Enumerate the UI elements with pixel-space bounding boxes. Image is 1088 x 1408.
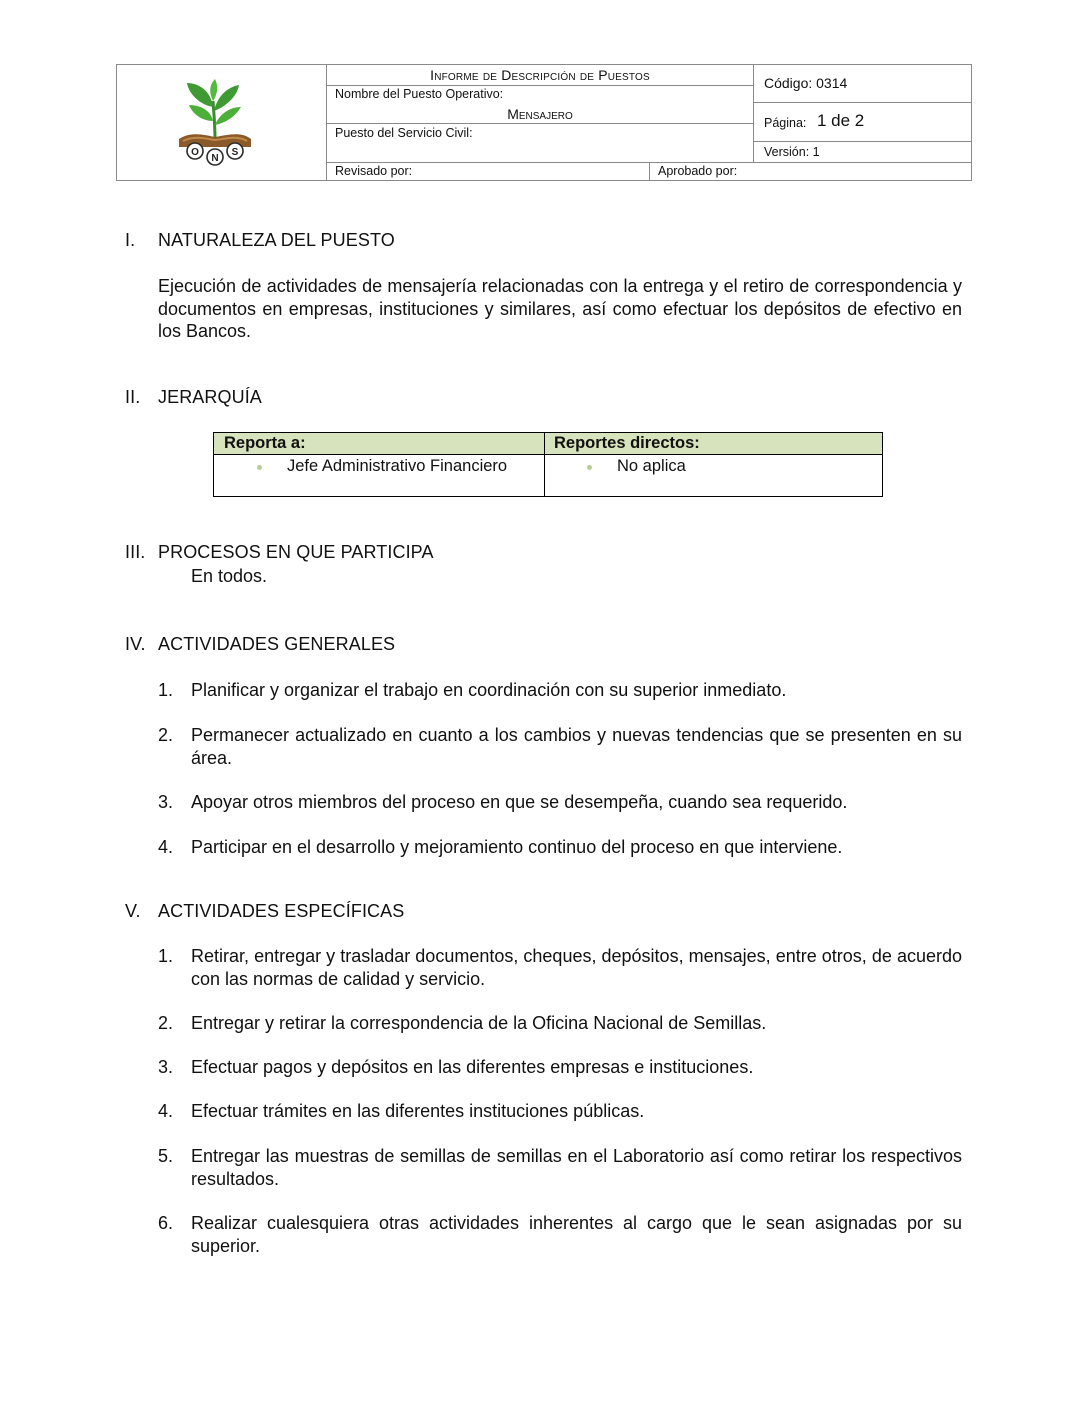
logo-cell: [116, 64, 327, 181]
section-2-title: JERARQUÍA: [158, 387, 262, 407]
item-text: Apoyar otros miembros del proceso en que se desempeña, cuando sea requerido.: [191, 792, 848, 812]
section-2-number: II.: [125, 387, 141, 407]
item-number: 4.: [158, 837, 174, 857]
item-number: 1.: [158, 680, 174, 700]
position-name-cell: [326, 85, 754, 124]
item-number: 1.: [158, 946, 174, 966]
civil-service-label: Puesto del Servicio Civil:: [335, 126, 473, 140]
item-text: Entregar las muestras de semillas de semillas en el Laboratorio así como retirar los respectivos resultados.: [191, 1146, 962, 1189]
hierarchy-table: [213, 432, 883, 497]
section-3-text: En todos.: [191, 566, 268, 586]
specific-activity-item: [158, 1012, 962, 1035]
version-cell: [753, 141, 972, 163]
item-text: Permanecer actualizado en cuanto a los cambios y nuevas tendencias que se presenten en su área.: [191, 725, 962, 768]
specific-activity-item: [158, 1145, 962, 1190]
ons-logo: [175, 77, 255, 167]
logo-letter-o: O: [191, 147, 199, 158]
section-4-number: IV.: [125, 634, 146, 654]
hierarchy-table-header: [214, 433, 882, 455]
hierarchy-table-divider: [544, 433, 545, 496]
item-number: 3.: [158, 1057, 174, 1077]
reviewed-by-label: Revisado por:: [335, 164, 413, 178]
report-title-cell: [326, 64, 754, 86]
page-label: Página:: [764, 116, 807, 130]
general-activity-item: [158, 724, 962, 769]
reports-to-header: Reporta a:: [224, 434, 306, 452]
item-number: 5.: [158, 1146, 174, 1166]
section-1-text: Ejecución de actividades de mensajería relacionadas con la entrega y el retiro de correspondencia y documentos en empresas, instituciones y similares, así como efectuar los depósitos de efectivo en los Bancos.: [158, 276, 962, 341]
item-text: Retirar, entregar y trasladar documentos, cheques, depósitos, mensajes, entre otros, de acuerdo con las normas de calidad y servicio.: [191, 946, 962, 989]
reviewed-by-cell: [326, 162, 650, 181]
item-text: Efectuar trámites en las diferentes instituciones públicas.: [191, 1101, 645, 1121]
general-activity-item: [158, 836, 962, 859]
section-4-title: ACTIVIDADES GENERALES: [158, 634, 396, 654]
direct-reports-header: Reportes directos:: [554, 434, 700, 452]
item-number: 6.: [158, 1213, 174, 1233]
item-text: Entregar y retirar la correspondencia de la Oficina Nacional de Semillas.: [191, 1013, 767, 1033]
page-cell: [753, 102, 972, 142]
section-1-number: I.: [125, 230, 136, 250]
section-5-title: ACTIVIDADES ESPECÍFICAS: [158, 901, 405, 921]
item-text: Efectuar pagos y depósitos en las diferentes empresas e instituciones.: [191, 1057, 754, 1077]
item-number: 2.: [158, 725, 174, 745]
approved-by-cell: [649, 162, 972, 181]
bullet-icon: [587, 465, 592, 470]
position-name-label: Nombre del Puesto Operativo:: [335, 87, 504, 101]
logo-letter-n: N: [211, 153, 219, 164]
approved-by-label: Aprobado por:: [658, 164, 738, 178]
document-header: [116, 64, 972, 181]
section-1-title: NATURALEZA DEL PUESTO: [158, 230, 395, 250]
code-cell: [753, 64, 972, 103]
item-text: Participar en el desarrollo y mejoramiento continuo del proceso en que interviene.: [191, 837, 843, 857]
civil-service-cell: [326, 123, 754, 163]
report-title: Informe de Descripción de Puestos: [430, 67, 650, 83]
general-activity-item: [158, 679, 962, 702]
item-number: 2.: [158, 1013, 174, 1033]
position-name-value: Mensajero: [507, 106, 573, 122]
direct-reports-value: No aplica: [617, 457, 686, 475]
item-number: 4.: [158, 1101, 174, 1121]
section-5-number: V.: [125, 901, 141, 921]
version-text: Versión: 1: [764, 145, 820, 159]
specific-activity-item: [158, 945, 962, 990]
bullet-icon: [257, 465, 262, 470]
specific-activity-item: [158, 1100, 962, 1123]
item-text: Realizar cualesquiera otras actividades inherentes al cargo que le sean asignadas por su superior.: [191, 1213, 962, 1256]
general-activity-item: [158, 791, 962, 814]
page-value: 1 de 2: [817, 111, 865, 130]
item-number: 3.: [158, 792, 174, 812]
specific-activity-item: [158, 1212, 962, 1257]
code-text: Código: 0314: [764, 75, 848, 91]
logo-letter-s: S: [231, 147, 239, 158]
item-text: Planificar y organizar el trabajo en coordinación con su superior inmediato.: [191, 680, 787, 700]
reports-to-value: Jefe Administrativo Financiero: [287, 457, 508, 475]
section-3-number: III.: [125, 542, 146, 562]
section-3-title: PROCESOS EN QUE PARTICIPA: [158, 542, 434, 562]
specific-activity-item: [158, 1056, 962, 1079]
